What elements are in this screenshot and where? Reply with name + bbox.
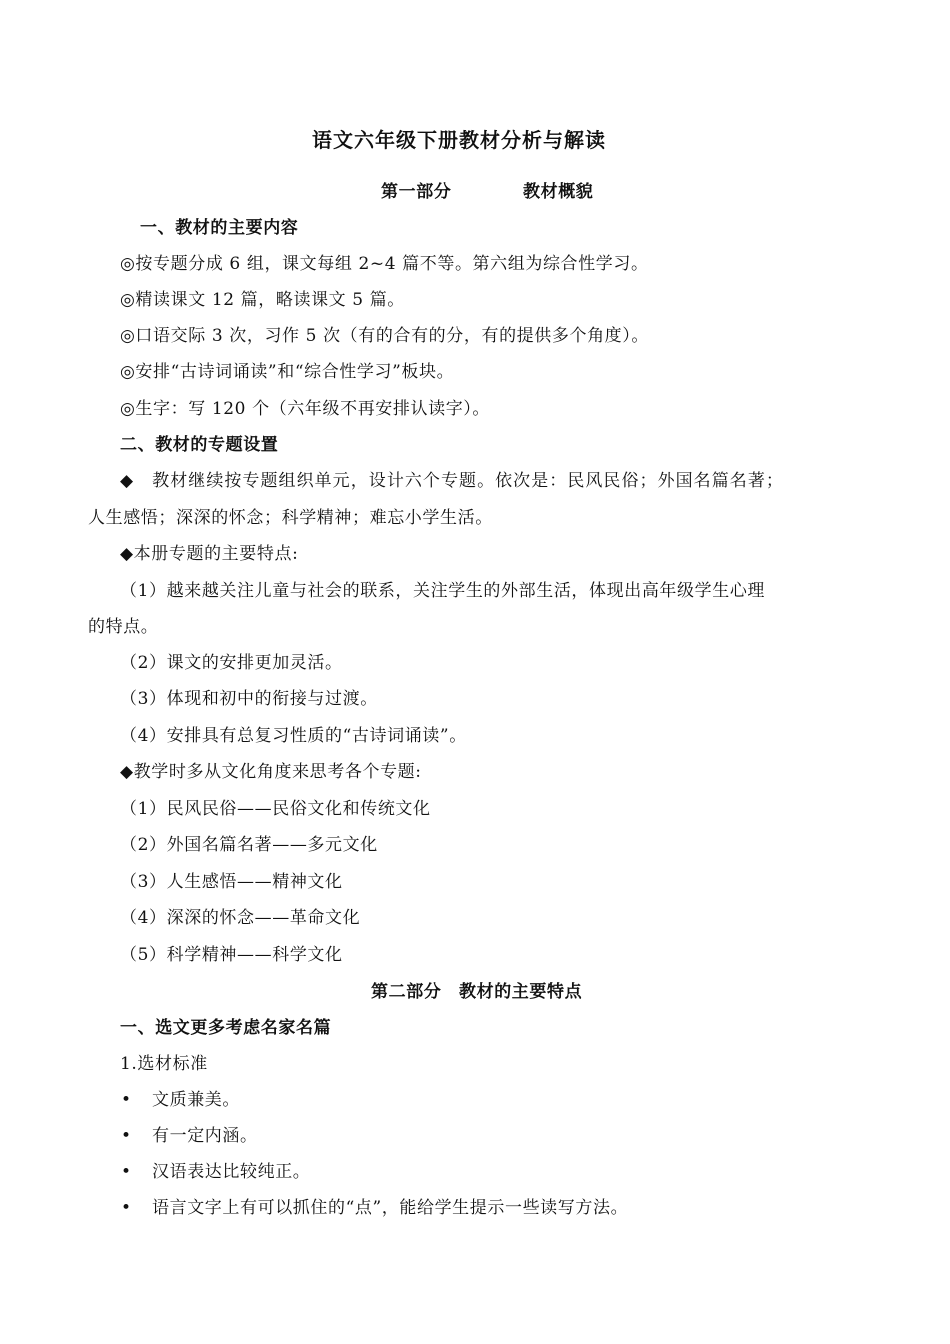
culture-item: （2）外国名篇名著——多元文化 <box>120 835 378 855</box>
bullet-item: 有一定内涵。 <box>152 1126 258 1146</box>
culture-item: （5）科学精神——科学文化 <box>120 945 343 965</box>
bullet-item: 汉语表达比较纯正。 <box>152 1162 311 1182</box>
culture-item: （1）民风民俗——民俗文化和传统文化 <box>120 799 431 819</box>
part1-sec1-heading: 一、教材的主要内容 <box>140 218 299 238</box>
part1-heading-label: 第一部分 <box>381 182 452 202</box>
culture-item: （3）人生感悟——精神文化 <box>120 872 343 892</box>
feature-item: （2）课文的安排更加灵活。 <box>120 653 343 673</box>
feature-item: （3）体现和初中的衔接与过渡。 <box>120 689 378 709</box>
bullet-icon: • <box>121 1090 132 1110</box>
feature-item-continued: 的特点。 <box>88 617 159 637</box>
bullet-icon: • <box>121 1162 132 1182</box>
bullet-icon: • <box>121 1198 132 1218</box>
culture-heading: ◆教学时多从文化角度来思考各个专题: <box>120 762 422 782</box>
part2-sec1-heading: 一、选文更多考虑名家名篇 <box>120 1018 332 1038</box>
feature-item: （1）越来越关注儿童与社会的联系，关注学生的外部生活，体现出高年级学生心理 <box>120 581 766 601</box>
paragraph-line: 人生感悟；深深的怀念；科学精神；难忘小学生活。 <box>88 508 493 528</box>
culture-item: （4）深深的怀念——革命文化 <box>120 908 361 928</box>
part1-heading-name: 教材概貌 <box>523 182 594 202</box>
paragraph-line: ◆ 教材继续按专题组织单元，设计六个专题。依次是：民风民俗；外国名篇名著； <box>120 471 784 491</box>
features-heading: ◆本册专题的主要特点: <box>120 544 299 564</box>
bullet-item: 文质兼美。 <box>152 1090 240 1110</box>
document-title: 语文六年级下册教材分析与解读 <box>312 128 606 152</box>
part2-heading: 第二部分 教材的主要特点 <box>371 982 583 1002</box>
bullet-item: 语言文字上有可以抓住的“点”，能给学生提示一些读写方法。 <box>152 1198 629 1218</box>
list-item: ◎精读课文 12 篇，略读课文 5 篇。 <box>120 290 405 310</box>
list-item: ◎口语交际 3 次，习作 5 次（有的合有的分，有的提供多个角度）。 <box>120 326 649 346</box>
list-item: ◎生字：写 120 个（六年级不再安排认读字）。 <box>120 399 490 419</box>
list-item: ◎按专题分成 6 组，课文每组 2~4 篇不等。第六组为综合性学习。 <box>120 254 649 274</box>
part1-sec2-heading: 二、教材的专题设置 <box>120 435 279 455</box>
list-item: ◎安排“古诗词诵读”和“综合性学习”板块。 <box>120 362 455 382</box>
part2-sub-heading: 1.选材标准 <box>120 1054 208 1074</box>
bullet-icon: • <box>121 1126 132 1146</box>
feature-item: （4）安排具有总复习性质的“古诗词诵读”。 <box>120 726 467 746</box>
